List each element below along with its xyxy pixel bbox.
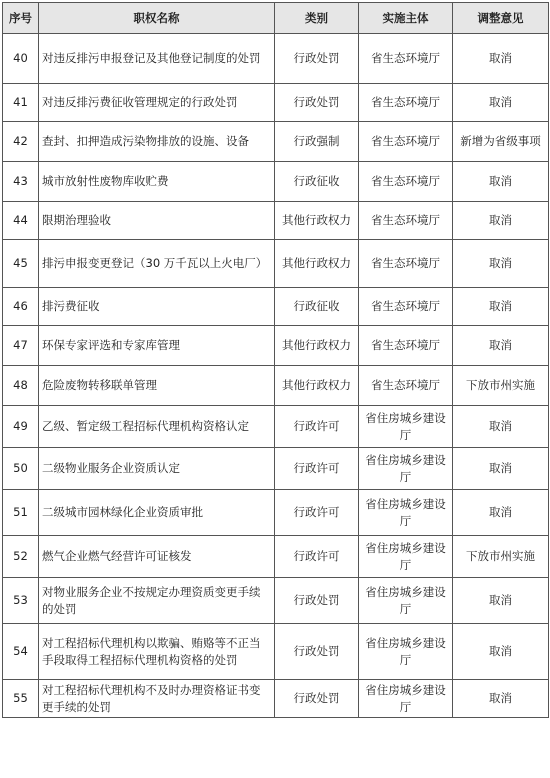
header-row: [3, 3, 549, 34]
row-category: 行政许可: [275, 448, 359, 490]
table-row: [3, 624, 549, 680]
row-number: 55: [3, 680, 39, 718]
row-agency: 省生态环境厅: [359, 162, 453, 202]
header-name: 职权名称: [39, 3, 275, 34]
row-name: 限期治理验收: [39, 202, 275, 240]
row-category: 其他行政权力: [275, 366, 359, 406]
row-name: 对工程招标代理机构不及时办理资格证书变更手续的处罚: [39, 680, 275, 718]
row-opinion: 取消: [453, 326, 549, 366]
row-category: 行政许可: [275, 490, 359, 536]
row-opinion: 取消: [453, 578, 549, 624]
row-opinion: 取消: [453, 240, 549, 288]
row-category: 行政许可: [275, 406, 359, 448]
row-opinion: 取消: [453, 202, 549, 240]
row-category: 行政处罚: [275, 578, 359, 624]
row-name: 对物业服务企业不按规定办理资质变更手续的处罚: [39, 578, 275, 624]
row-opinion: 下放市州实施: [453, 536, 549, 578]
row-opinion: 取消: [453, 84, 549, 122]
row-number: 46: [3, 288, 39, 326]
row-category: 行政征收: [275, 288, 359, 326]
row-agency: 省生态环境厅: [359, 288, 453, 326]
row-number: 45: [3, 240, 39, 288]
row-category: 其他行政权力: [275, 202, 359, 240]
row-opinion: 新增为省级事项: [453, 122, 549, 162]
row-name: 燃气企业燃气经营许可证核发: [39, 536, 275, 578]
row-agency: 省住房城乡建设厅: [359, 680, 453, 718]
table-row: [3, 578, 549, 624]
row-category: 行政处罚: [275, 624, 359, 680]
table-row: [3, 448, 549, 490]
row-name: 对违反排污申报登记及其他登记制度的处罚: [39, 34, 275, 84]
table-row: [3, 366, 549, 406]
row-name: 对违反排污费征收管理规定的行政处罚: [39, 84, 275, 122]
row-category: 行政处罚: [275, 84, 359, 122]
row-category: 行政处罚: [275, 34, 359, 84]
row-opinion: 取消: [453, 490, 549, 536]
row-agency: 省生态环境厅: [359, 122, 453, 162]
table-row: [3, 326, 549, 366]
table-row: [3, 122, 549, 162]
header-category: 类别: [275, 3, 359, 34]
row-category: 行政强制: [275, 122, 359, 162]
row-name: 查封、扣押造成污染物排放的设施、设备: [39, 122, 275, 162]
row-agency: 省住房城乡建设厅: [359, 490, 453, 536]
row-agency: 省生态环境厅: [359, 202, 453, 240]
row-agency: 省生态环境厅: [359, 240, 453, 288]
row-agency: 省住房城乡建设厅: [359, 624, 453, 680]
row-number: 42: [3, 122, 39, 162]
row-name: 乙级、暂定级工程招标代理机构资格认定: [39, 406, 275, 448]
row-name: 对工程招标代理机构以欺骗、贿赂等不正当手段取得工程招标代理机构资格的处罚: [39, 624, 275, 680]
table-row: [3, 406, 549, 448]
row-agency: 省生态环境厅: [359, 84, 453, 122]
row-category: 行政处罚: [275, 680, 359, 718]
table-row: [3, 490, 549, 536]
row-number: 49: [3, 406, 39, 448]
row-opinion: 取消: [453, 624, 549, 680]
table-row: [3, 288, 549, 326]
row-name: 二级城市园林绿化企业资质审批: [39, 490, 275, 536]
row-opinion: 取消: [453, 288, 549, 326]
row-opinion: 下放市州实施: [453, 366, 549, 406]
table-row: [3, 240, 549, 288]
row-number: 53: [3, 578, 39, 624]
row-number: 41: [3, 84, 39, 122]
row-number: 50: [3, 448, 39, 490]
row-name: 二级物业服务企业资质认定: [39, 448, 275, 490]
row-name: 城市放射性废物库收贮费: [39, 162, 275, 202]
row-opinion: 取消: [453, 406, 549, 448]
header-opinion: 调整意见: [453, 3, 549, 34]
row-agency: 省生态环境厅: [359, 366, 453, 406]
row-number: 44: [3, 202, 39, 240]
row-name: 环保专家评选和专家库管理: [39, 326, 275, 366]
table-row: [3, 34, 549, 84]
row-opinion: 取消: [453, 448, 549, 490]
row-number: 54: [3, 624, 39, 680]
row-agency: 省生态环境厅: [359, 34, 453, 84]
row-name: 危险废物转移联单管理: [39, 366, 275, 406]
row-number: 43: [3, 162, 39, 202]
row-agency: 省生态环境厅: [359, 326, 453, 366]
row-agency: 省住房城乡建设厅: [359, 536, 453, 578]
row-number: 40: [3, 34, 39, 84]
row-number: 48: [3, 366, 39, 406]
row-opinion: 取消: [453, 34, 549, 84]
row-number: 52: [3, 536, 39, 578]
row-name: 排污费征收: [39, 288, 275, 326]
row-category: 行政许可: [275, 536, 359, 578]
powers-table: [2, 2, 549, 718]
row-agency: 省住房城乡建设厅: [359, 448, 453, 490]
table-row: [3, 84, 549, 122]
table-row: [3, 162, 549, 202]
table-row: [3, 536, 549, 578]
row-opinion: 取消: [453, 680, 549, 718]
table-row: [3, 202, 549, 240]
row-number: 51: [3, 490, 39, 536]
row-category: 其他行政权力: [275, 240, 359, 288]
row-name: 排污申报变更登记（30 万千瓦以上火电厂）: [39, 240, 275, 288]
row-category: 行政征收: [275, 162, 359, 202]
row-agency: 省住房城乡建设厅: [359, 406, 453, 448]
row-category: 其他行政权力: [275, 326, 359, 366]
row-opinion: 取消: [453, 162, 549, 202]
row-agency: 省住房城乡建设厅: [359, 578, 453, 624]
row-number: 47: [3, 326, 39, 366]
header-no: 序号: [3, 3, 39, 34]
table-row: [3, 680, 549, 718]
header-agency: 实施主体: [359, 3, 453, 34]
